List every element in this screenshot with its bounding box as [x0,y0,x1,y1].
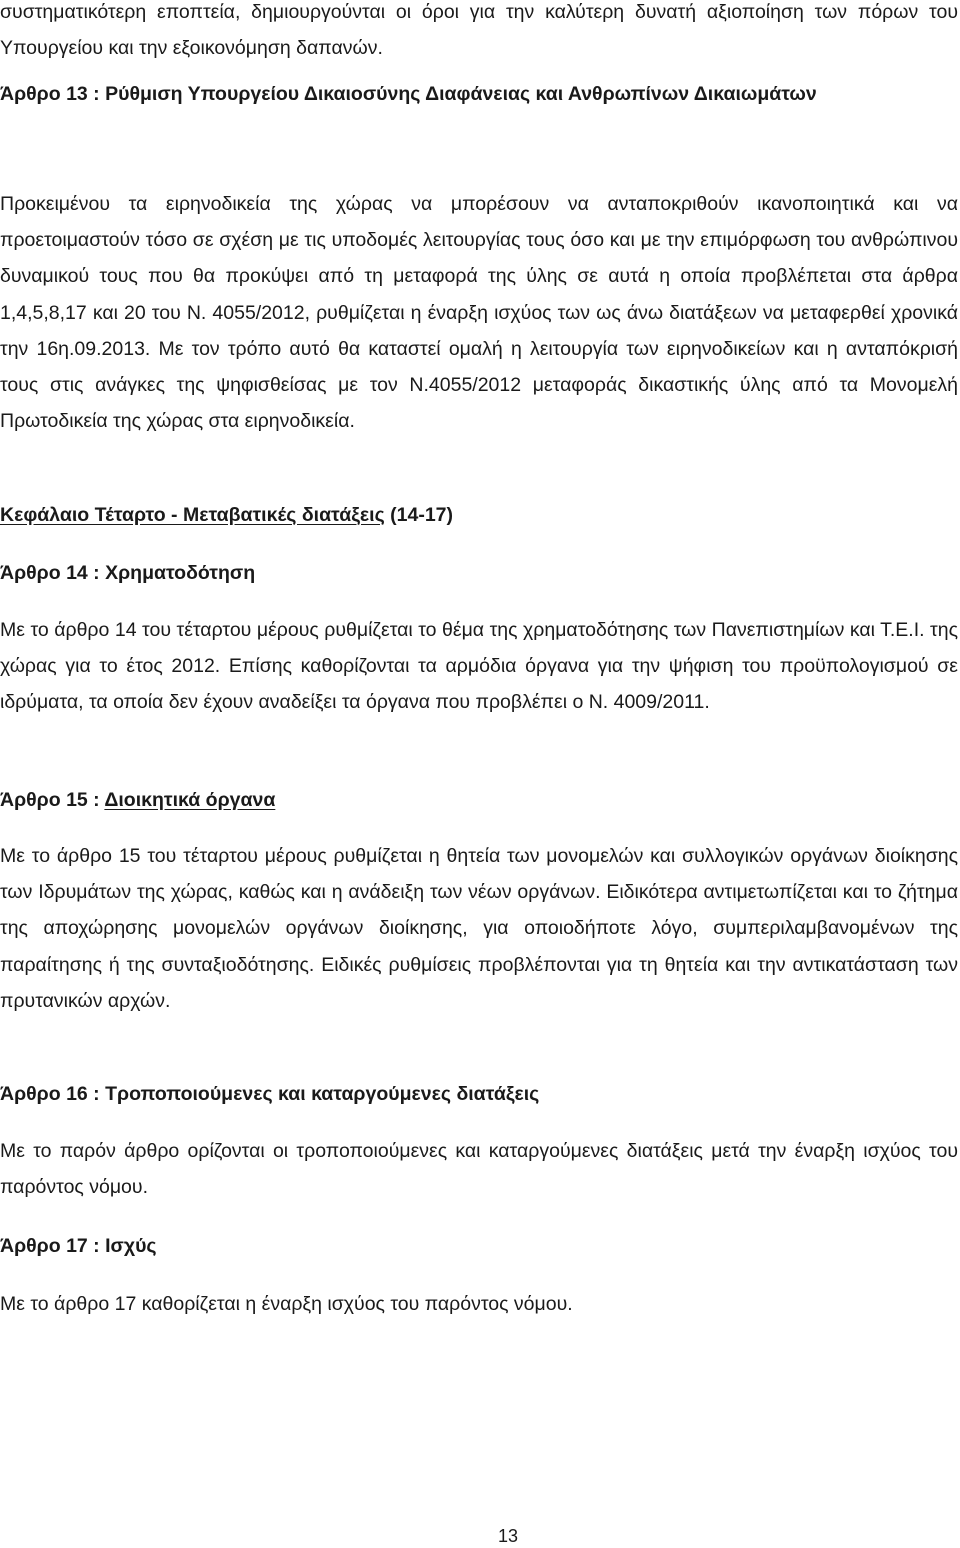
article-15-heading [0,782,958,818]
article-16-heading: Άρθρο 16 : Τροποποιούμενες και καταργούμενες διατάξεις [0,1083,540,1105]
article-15-body: Με το άρθρο 15 του τέταρτου μέρους ρυθμίζεται η θητεία των μονομελών και συλλογικών οργάνων διοίκησης των Ιδρυμάτων της χώρας, καθώς και η ανάδειξη των νέων οργάνων. Ειδικότερα αντιμετωπίζεται και το ζήτημα της αποχώρησης μονομελών οργάνων διοίκησης, για οποιοδήποτε λόγο, συμπεριλαμβανομένων της παραίτησης ή της συνταξιοδότησης. Ειδικές ρυθμίσεις προβλέπονται για τη θητεία και την αντικατάσταση των πρυτανικών αρχών. [0,845,958,1012]
page-number: 13 [497,1526,519,1546]
article-14-body: Με το άρθρο 14 του τέταρτου μέρους ρυθμίζεται το θέμα της χρηματοδότησης των Πανεπιστημίων και Τ.Ε.Ι. της χώρας για το έτος 2012. Επίσης καθορίζονται τα αρμόδια όργανα για την ψήφιση του προϋπολογισμού σε ιδρύματα, τα οποία δεν έχουν αναδείξει τα όργανα που προβλέπει ο Ν. 4009/2011. [0,619,958,714]
article-15-heading-title: Διοικητικά όργανα [104,789,276,811]
article-13-body: Προκειμένου τα ειρηνοδικεία της χώρας να μπορέσουν να ανταποκριθούν ικανοποιητικά και να προετοιμαστούν τόσο σε σχέση με τις υποδομές λειτουργίας τους όσο και με την επιμόρφωση του ανθρώπινου δυναμικού τους που θα προκύψει από τη μεταφορά της ύλης σε αυτά η οποία προβλέπεται στα άρθρα 1,4,5,8,17 και 20 του Ν. 4055/2012, ρυθμίζεται η έναρξη ισχύος των ως άνω διατάξεων να μεταφερθεί χρονικά την 16η.09.2013. Με τον τρόπο αυτό θα καταστεί ομαλή η λειτουργία των ειρηνοδικείων και η ανταπόκρισή τους στις ανάγκες της ψηφισθείσας με τον Ν.4055/2012 μεταφοράς δικαστικής ύλης από τα Μονομελή Πρωτοδικεία της χώρας στα ειρηνοδικεία. [0,193,958,433]
chapter-4-heading [0,497,958,533]
article-15-heading-prefix: Άρθρο 15 : [0,789,105,811]
chapter-4-title: Κεφάλαιο Τέταρτο - Μεταβατικές διατάξεις [0,504,385,526]
article-17-body: Με το άρθρο 17 καθορίζεται η έναρξη ισχύος του παρόντος νόμου. [0,1293,573,1315]
continuation-paragraph: συστηματικότερη εποπτεία, δημιουργούνται οι όροι για την καλύτερη δυνατή αξιοποίηση των πόρων του Υπουργείου και την εξοικονόμηση δαπανών. [0,1,958,60]
article-16-body: Με το παρόν άρθρο ορίζονται οι τροποποιούμενες και καταργούμενες διατάξεις μετά την έναρξη ισχύος του παρόντος νόμου. [0,1140,958,1199]
chapter-4-range: (14-17) [384,504,453,526]
article-14-heading: Άρθρο 14 : Χρηματοδότηση [0,562,256,584]
article-13-heading: Άρθρο 13 : Ρύθμιση Υπουργείου Δικαιοσύνης Διαφάνειας και Ανθρωπίνων Δικαιωμάτων [0,83,817,105]
article-17-heading: Άρθρο 17 : Ισχύς [0,1235,157,1257]
